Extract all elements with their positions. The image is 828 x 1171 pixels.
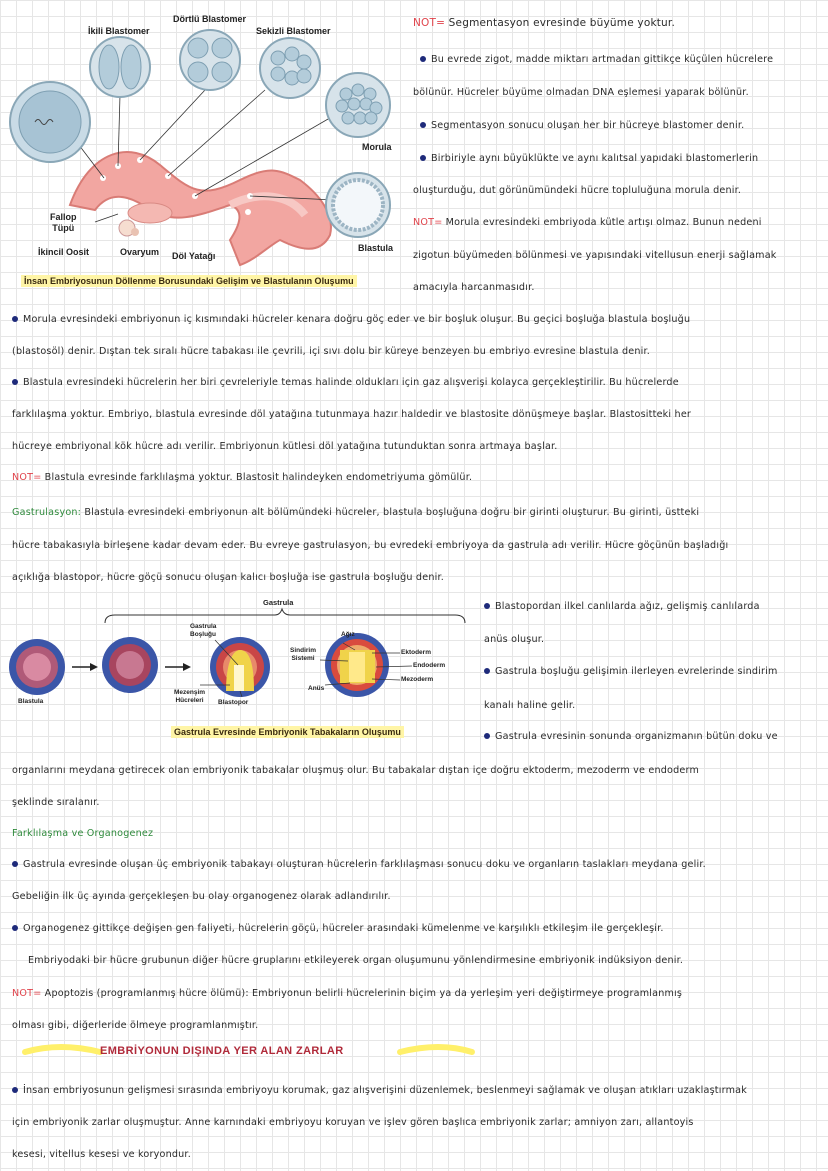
figure2-caption: Gastrula Evresinde Embriyonik Tabakaların Oluşumu bbox=[171, 726, 404, 738]
label-ikincil-oosit: İkincil Oosit bbox=[38, 247, 90, 257]
side-note-line: Gastrula evresinin sonunda organizmanın bütün doku ve bbox=[484, 731, 778, 742]
text-line: organlarını meydana getirecek olan embriyonik tabakalar oluşmuş olur. Bu tabakalar dıştan içe doğru ektoderm, mezoderm ve endoderm bbox=[12, 765, 700, 776]
text-line: olması gibi, diğerleride ölmeye programlanmıştır. bbox=[12, 1020, 259, 1031]
bullet-icon bbox=[420, 56, 426, 62]
side-note-line: Gastrula boşluğu gelişimin ilerleyen evrelerinde sindirim bbox=[484, 666, 778, 677]
text-line: hücreye embriyonal kök hücre adı verilir. Embriyonun kütlesi döl yatağına tutunduktan sonra artmaya başlar. bbox=[12, 441, 558, 452]
gastrula-illustration bbox=[0, 595, 470, 745]
note-line: Bu evrede zigot, madde miktarı artmadan gittikçe küçülen hücrelere bbox=[420, 54, 773, 65]
label-ektoderm: Ektoderm bbox=[401, 649, 431, 656]
note-line: zigotun büyümeden bölünmesi ve yapısındaki vitellusun enerji sağlamak bbox=[413, 250, 777, 261]
side-note-line: kanalı haline gelir. bbox=[484, 700, 576, 711]
text-line: Gebeliğin ilk üç ayında gerçekleşen bu olay organogenez olarak adlandırılır. bbox=[12, 891, 391, 902]
text-line: kesesi, vitellus kesesi ve koryondur. bbox=[12, 1149, 191, 1160]
label-sekizli-blastomer: Sekizli Blastomer bbox=[256, 26, 331, 36]
label-sindirim-sistemi: Sindirim Sistemi bbox=[290, 647, 317, 662]
text-line: için embriyonik zarlar oluşmuştur. Anne karnındaki embriyoyu koruyan ve işlev gören başlıca embriyonik zarlar; amniyon zarı, allantoyis bbox=[12, 1117, 694, 1128]
text-line: Gastrula evresinde oluşan üç embriyonik tabakayı oluşturan hücrelerin farklılaşması sonucu doku ve organların taslakları meydana gelir. bbox=[12, 859, 706, 870]
label-ovaryum: Ovaryum bbox=[120, 247, 160, 257]
label-dol-yatagi: Döl Yatağı bbox=[172, 251, 216, 261]
side-note-line: anüs oluşur. bbox=[484, 634, 545, 645]
section-title-farklilasma: Farklılaşma ve Organogenez bbox=[12, 828, 154, 839]
text-line: hücre tabakasıyla birleşene kadar devam eder. Bu evreye gastrulasyon, bu evredeki embriyoya da gastrula adı verilir. Hücre göçünün başladığı bbox=[12, 540, 729, 551]
text-line: (blastosöl) denir. Dıştan tek sıralı hücre tabakası ile çevrili, içi sıvı dolu bir küreye benzeyen bu embriyo evresine blastula denir. bbox=[12, 346, 651, 357]
label-blastula: Blastula bbox=[358, 243, 394, 253]
label-mezoderm: Mezoderm bbox=[401, 676, 434, 683]
text-line: Embriyodaki bir hücre grubunun diğer hücre gruplarını etkileyerek organ oluşumunu yönlendirmesine embriyonik indüksiyon denir. bbox=[28, 955, 684, 966]
label-morula: Morula bbox=[362, 142, 392, 152]
note-line: Segmentasyon sonucu oluşan her bir hücreye blastomer denir. bbox=[420, 120, 744, 131]
note-line: amacıyla harcanmasıdır. bbox=[413, 282, 535, 293]
label-anus: Anüs bbox=[308, 685, 325, 692]
bullet-icon bbox=[12, 316, 18, 322]
text-line: NOT= Blastula evresinde farklılaşma yoktur. Blastosit halindeyken endometriyuma gömülür. bbox=[12, 472, 473, 483]
label-gastrula-boslugu: Gastrula Boşluğu bbox=[190, 623, 217, 638]
bullet-icon bbox=[420, 155, 426, 161]
label-ikili-blastomer: İkili Blastomer bbox=[88, 26, 150, 36]
text-line: Blastula evresindeki hücrelerin her biri çevreleriyle temas halinde oldukları için gaz alışverişi kolayca gerçekleştirilir. Bu hücrelerde bbox=[12, 377, 679, 388]
bullet-icon bbox=[12, 925, 18, 931]
note-line: NOT= Segmentasyon evresinde büyüme yoktur. bbox=[413, 17, 675, 29]
figure-embryo-development bbox=[0, 0, 400, 290]
label-agiz: Ağız bbox=[341, 631, 355, 638]
label-mezensim: Mezenşim Hücreleri bbox=[174, 689, 206, 704]
text-line: Gastrulasyon: Blastula evresindeki embriyonun alt bölümündeki hücreler, blastula boşluğuna doğru bir girinti oluşturur. Bu girinti, üstteki bbox=[12, 507, 700, 518]
label-gastrula-top: Gastrula bbox=[263, 598, 294, 607]
figure-gastrula bbox=[0, 595, 470, 745]
bullet-icon bbox=[484, 733, 490, 739]
text-line: NOT= Apoptozis (programlanmış hücre ölümü): Embriyonun belirli hücrelerinin biçim ya da yerleşim yeri değiştirmeye programlanmış bbox=[12, 988, 683, 999]
section-heading-zarlar: EMBRİYONUN DIŞINDA YER ALAN ZARLAR bbox=[100, 1045, 344, 1057]
label-fallop-tupu: Fallop Tüpü bbox=[50, 212, 77, 233]
bullet-icon bbox=[484, 668, 490, 674]
bullet-icon bbox=[420, 122, 426, 128]
label-blastopor: Blastopor bbox=[218, 699, 249, 706]
note-line: bölünür. Hücreler büyüme olmadan DNA eşlemesi yaparak bölünür. bbox=[413, 87, 749, 98]
figure1-caption: İnsan Embriyosunun Döllenme Borusundaki Gelişim ve Blastulanın Oluşumu bbox=[21, 275, 357, 287]
note-line: Birbiriyle aynı büyüklükte ve aynı kalıtsal yapıdaki blastomerlerin bbox=[420, 153, 758, 164]
text-line: Organogenez gittikçe değişen gen faliyeti, hücrelerin göçü, hücreler arasındaki kümelenme ve karşılıklı etkileşim ile gerçekleşir. bbox=[12, 923, 664, 934]
text-line: şeklinde sıralanır. bbox=[12, 797, 100, 808]
text-line: farklılaşma yoktur. Embriyo, blastula evresinde döl yatağına tutunmaya hazır haldedir ve blastosite dönüşmeye başlar. Blastositteki her bbox=[12, 409, 692, 420]
bullet-icon bbox=[484, 603, 490, 609]
text-line: Morula evresindeki embriyonun iç kısmındaki hücreler kenara doğru göç eder ve bir boşluk oluşur. Bu geçici boşluğa blastula boşluğu bbox=[12, 314, 690, 325]
note-line: NOT= Morula evresindeki embriyoda kütle artışı olmaz. Bunun nedeni bbox=[413, 217, 762, 228]
bullet-icon bbox=[12, 1087, 18, 1093]
label-endoderm: Endoderm bbox=[413, 662, 446, 669]
bullet-icon bbox=[12, 861, 18, 867]
label-blastula-2: Blastula bbox=[18, 698, 44, 705]
label-dortlu-blastomer: Dörtlü Blastomer bbox=[173, 14, 247, 24]
bullet-icon bbox=[12, 379, 18, 385]
text-line: İnsan embriyosunun gelişmesi sırasında embriyoyu korumak, gaz alışverişini düzenlemek, beslenmeyi sağlamak ve oluşan atıkları uzaklaştırmak bbox=[12, 1085, 747, 1096]
side-note-line: Blastopordan ilkel canlılarda ağız, gelişmiş canlılarda bbox=[484, 601, 760, 612]
text-line: açıklığa blastopor, hücre göçü sonucu oluşan kalıcı boşluğa ise gastrula boşluğu denir. bbox=[12, 572, 444, 583]
note-line: oluşturduğu, dut görünümündeki hücre topluluğuna morula denir. bbox=[413, 185, 742, 196]
